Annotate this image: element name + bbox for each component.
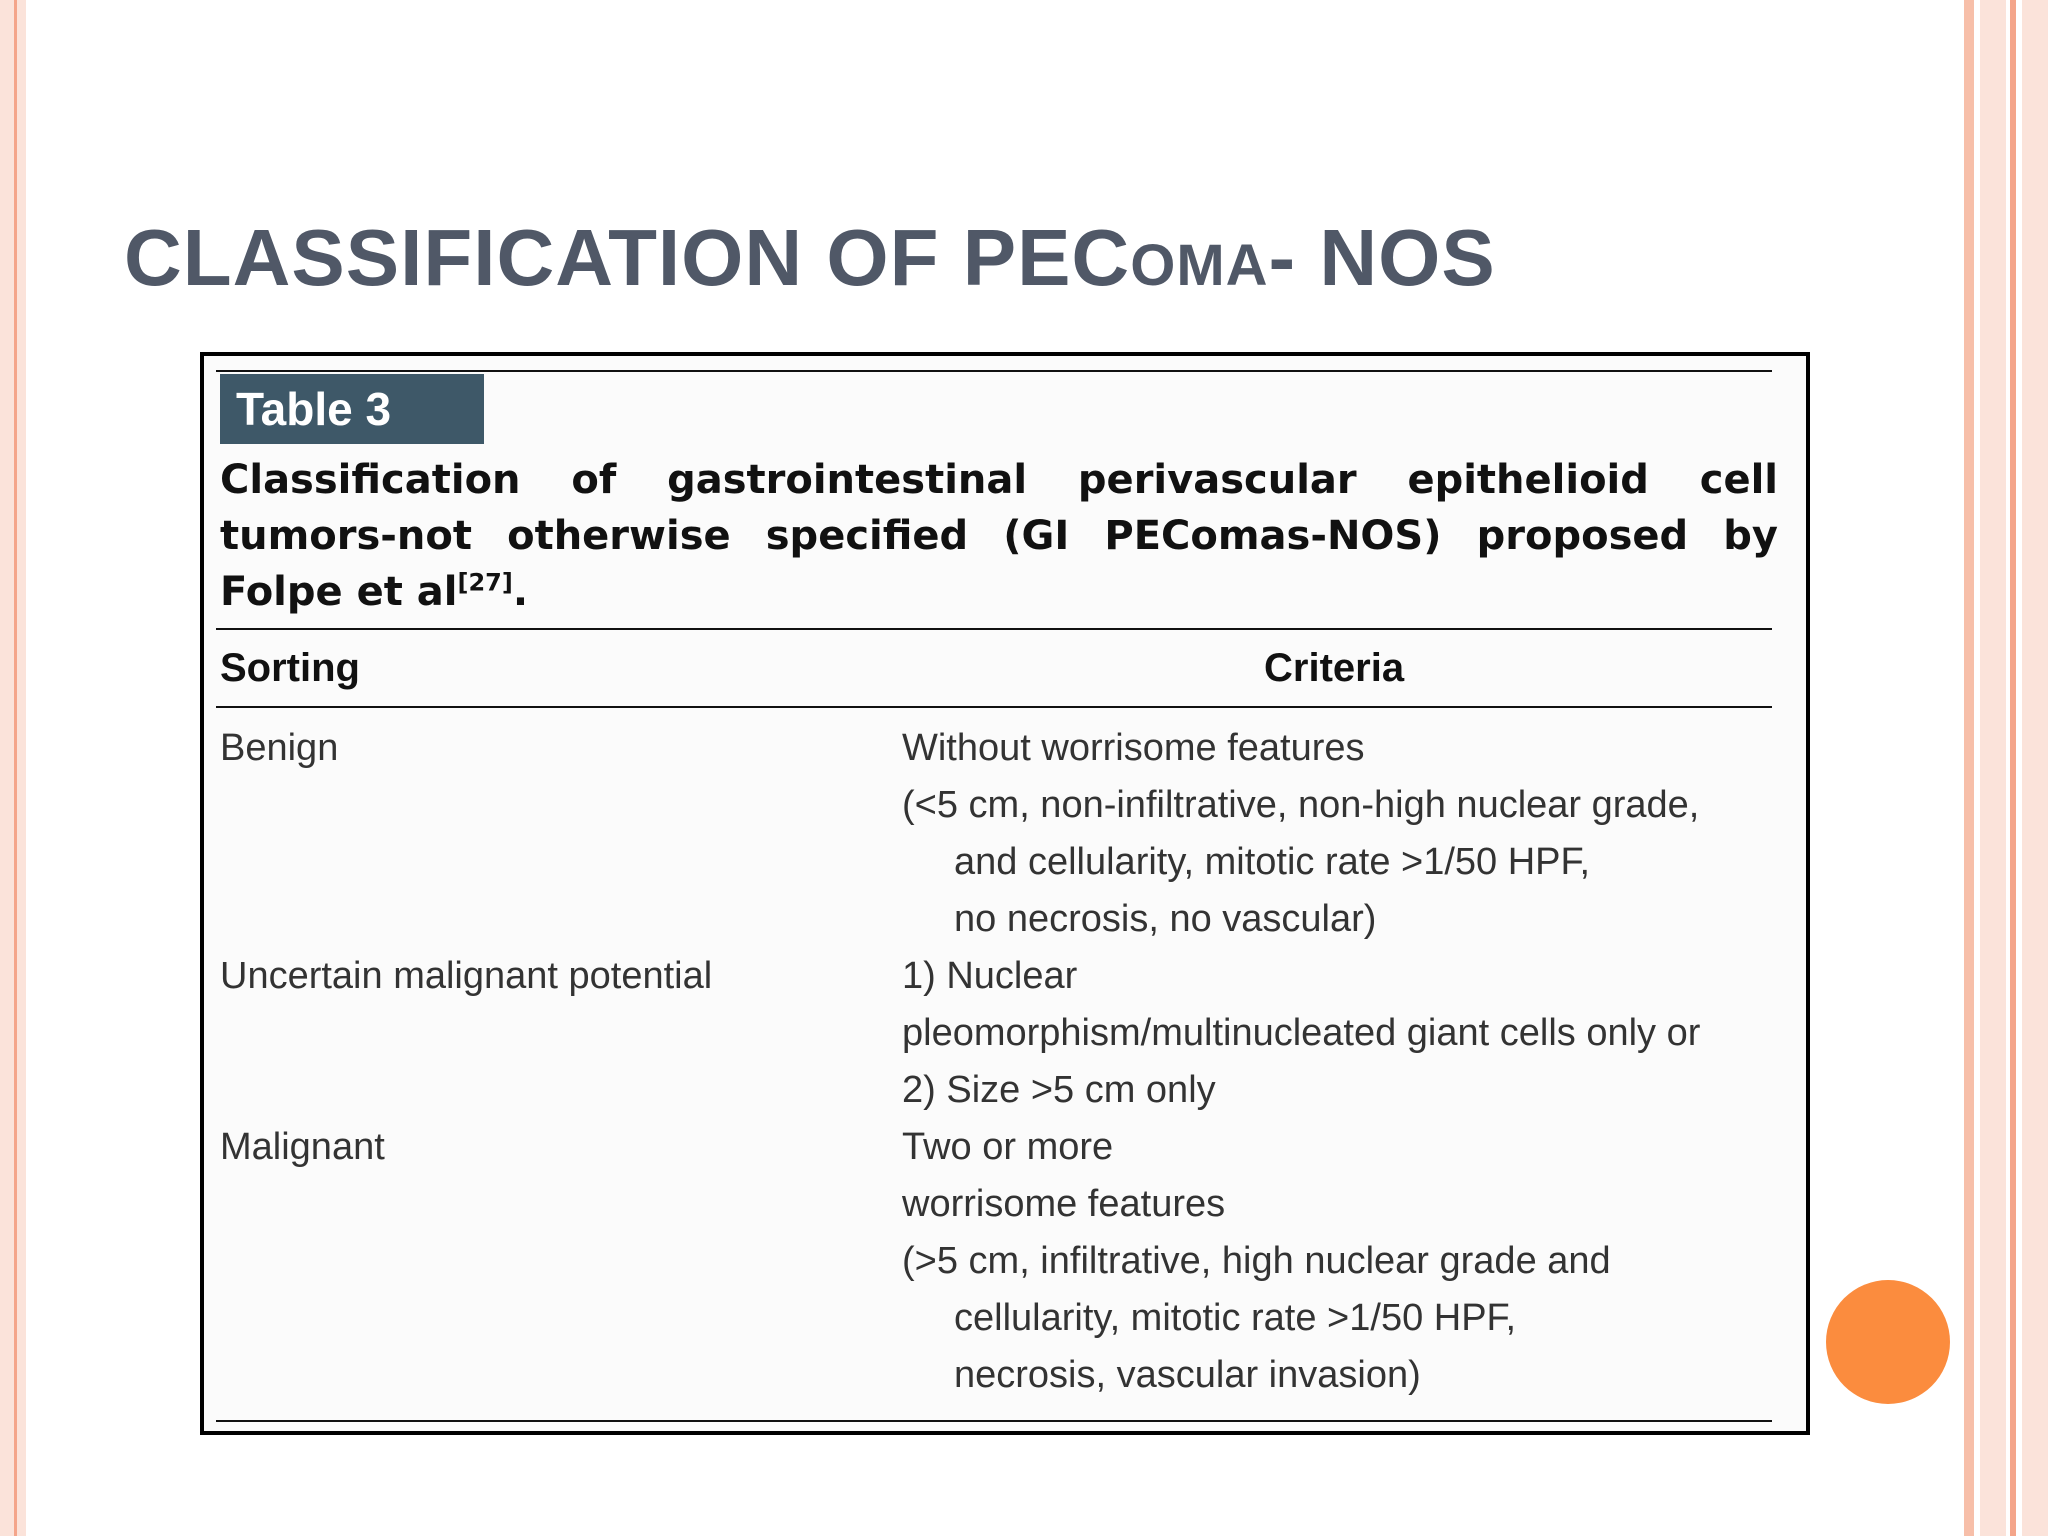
table-caption: Classification of gastrointestinal perivascular epithelioid cell tumors-not otherwise specified (GI PEComas-NOS) proposed by Folpe et al[27]. (220, 457, 1778, 615)
title-smallcaps: OMA (1130, 233, 1269, 298)
decorative-orange-circle (1826, 1280, 1950, 1404)
row-malignant-criteria-line: Two or more (902, 1126, 1114, 1168)
row-malignant-sorting: Malignant (220, 1126, 385, 1168)
table-image (200, 352, 1810, 1435)
row-malignant-criteria-line: cellularity, mitotic rate >1/50 HPF, (954, 1297, 1517, 1339)
row-malignant-criteria-line: worrisome features (902, 1183, 1226, 1225)
row-benign-sorting: Benign (220, 727, 339, 769)
header-top-rule (216, 628, 1772, 630)
row-benign-criteria-line: Without worrisome features (902, 727, 1365, 769)
slide-title: CLASSIFICATION OF PECOMA- NOS (124, 213, 1496, 302)
row-uncertain-criteria-line: pleomorphism/multinucleated giant cells only or (902, 1012, 1701, 1054)
row-malignant-criteria-line: (>5 cm, infiltrative, high nuclear grade and (902, 1240, 1611, 1282)
column-header-sorting: Sorting (220, 646, 360, 690)
row-benign-criteria-line: no necrosis, no vascular) (954, 898, 1377, 940)
bottom-rule (216, 1420, 1772, 1422)
row-uncertain-criteria-line: 1) Nuclear (902, 955, 1078, 997)
slide-right-border (1964, 0, 2048, 1536)
table-badge: Table 3 (220, 374, 484, 444)
header-bottom-rule (216, 706, 1772, 708)
top-rule (216, 370, 1772, 372)
row-uncertain-criteria-line: 2) Size >5 cm only (902, 1069, 1216, 1111)
row-benign-criteria-line: (<5 cm, non-infiltrative, non-high nuclear grade, (902, 784, 1700, 826)
slide-left-border (0, 0, 26, 1536)
row-uncertain-sorting: Uncertain malignant potential (220, 955, 713, 997)
column-header-criteria: Criteria (1264, 646, 1405, 690)
row-malignant-criteria-line: necrosis, vascular invasion) (954, 1354, 1421, 1396)
row-benign-criteria-line: and cellularity, mitotic rate >1/50 HPF, (954, 841, 1591, 883)
caption-reference: [27] (457, 568, 513, 597)
